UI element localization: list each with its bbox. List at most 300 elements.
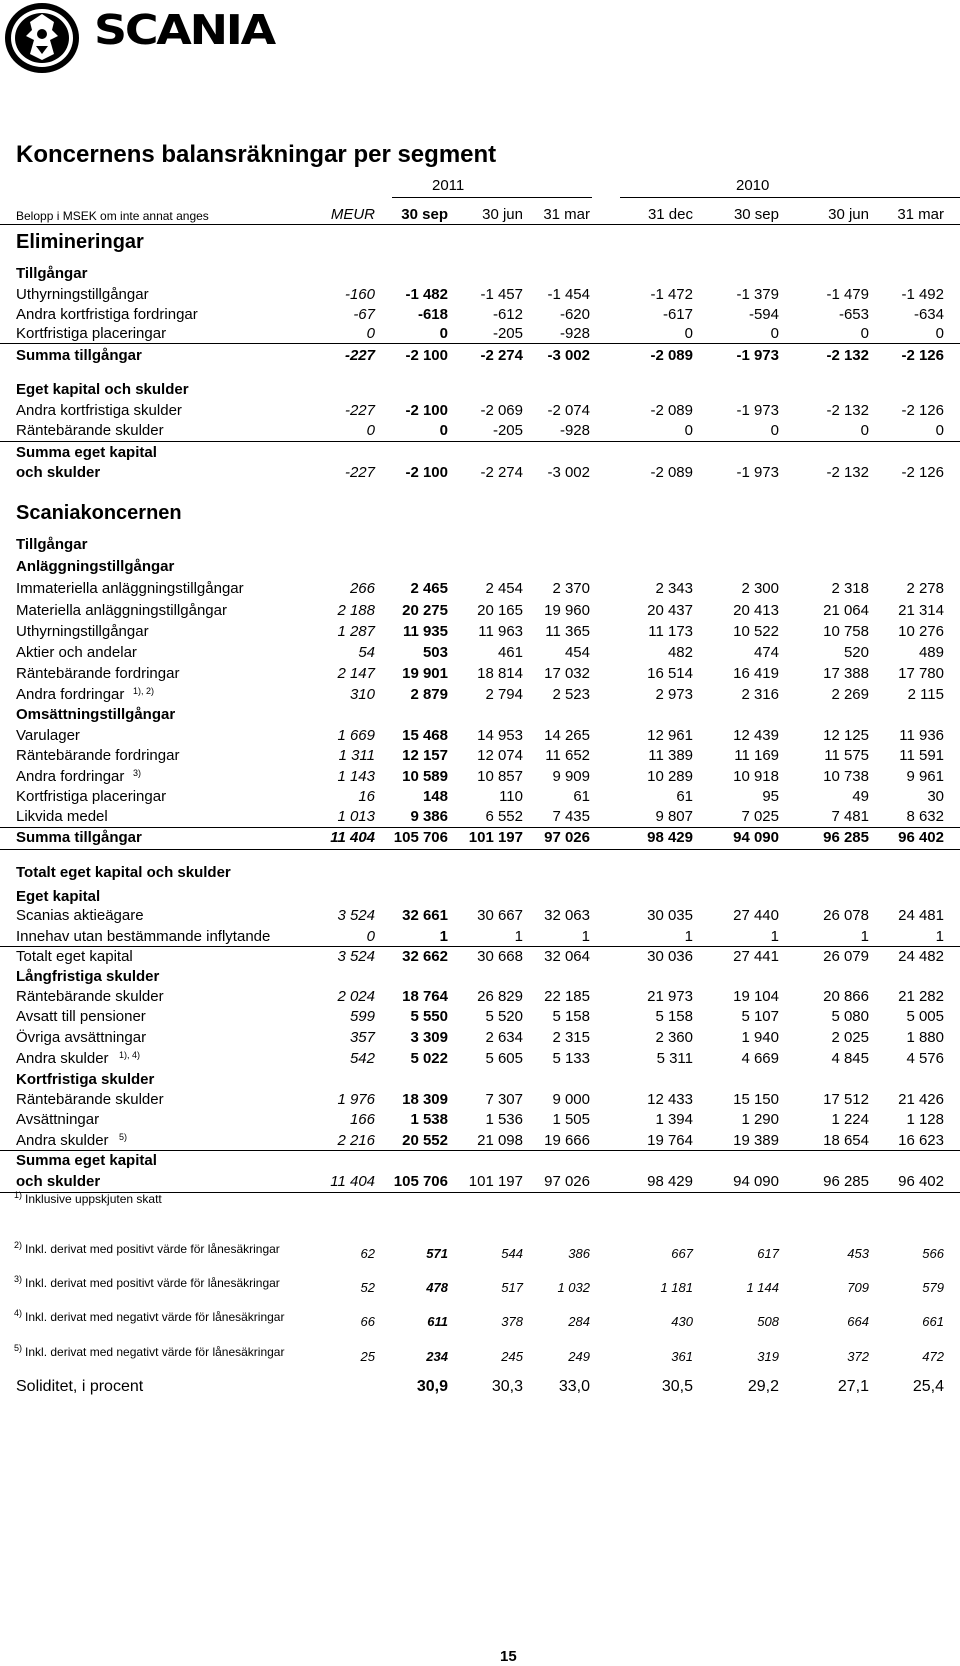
cell: -653: [838, 306, 869, 323]
cell: -594: [748, 306, 779, 323]
logo-wordmark: SCANIA: [94, 6, 274, 54]
cell: -1 457: [480, 286, 523, 303]
cell: 9 000: [552, 1091, 590, 1108]
cell: 1 290: [741, 1111, 779, 1128]
cell: 2 188: [337, 602, 375, 619]
cell: 1 032: [557, 1280, 590, 1295]
solidity-label: Soliditet, i procent: [16, 1378, 144, 1395]
cell: 482: [667, 644, 693, 661]
cell: 62: [360, 1246, 375, 1261]
cell: 52: [360, 1280, 375, 1295]
cell: 30 035: [647, 907, 693, 924]
cell: 21 426: [898, 1091, 944, 1108]
cell: 1 128: [906, 1111, 944, 1128]
year-2010: 2010: [736, 177, 770, 194]
cell: 1 143: [337, 768, 375, 785]
row-label: Uthyrningstillgångar: [16, 286, 149, 303]
cell: 1 538: [410, 1111, 448, 1128]
cell: -1 479: [826, 286, 869, 303]
cell: 1 311: [338, 747, 375, 764]
cell: 10 589: [402, 768, 448, 785]
cell: 2 634: [485, 1029, 523, 1046]
cell: -1 973: [736, 402, 779, 419]
cell: 32 063: [544, 907, 590, 924]
footnote-ref: 1), 2): [133, 686, 155, 696]
col-31mar-2010: 31 mar: [897, 206, 944, 223]
cell: 1 394: [655, 1111, 693, 1128]
cell: -2 089: [650, 347, 693, 364]
cell: 30 668: [477, 948, 523, 965]
cell: 2 370: [552, 580, 590, 597]
cell: -612: [492, 306, 523, 323]
row-label: Uthyrningstillgångar: [16, 623, 149, 640]
cell: 10 918: [733, 768, 779, 785]
cell: 110: [499, 788, 523, 805]
cell: 2 316: [741, 686, 779, 703]
cell: -2 100: [405, 402, 448, 419]
cell: 1 536: [485, 1111, 523, 1128]
cell: -2 100: [405, 347, 448, 364]
cell: 20 165: [477, 602, 523, 619]
cell: 11 935: [402, 623, 448, 640]
row-label: Materiella anläggningstillgångar: [16, 602, 227, 619]
page-number: 15: [500, 1648, 517, 1665]
cell: 30,5: [661, 1378, 693, 1395]
cell: 3 524: [337, 948, 375, 965]
cell: 361: [671, 1349, 693, 1364]
cell: 310: [349, 686, 375, 703]
row-label: Räntebärande fordringar: [16, 747, 180, 764]
cell: 18 309: [402, 1091, 448, 1108]
cell: -2 089: [650, 402, 693, 419]
cell: 4 669: [741, 1050, 779, 1067]
cell: 1 976: [337, 1091, 375, 1108]
cell: -617: [662, 306, 693, 323]
row-label: Övriga avsättningar: [16, 1029, 147, 1046]
cell: -620: [559, 306, 590, 323]
cell: 9 807: [655, 808, 693, 825]
footnote-text: Inkl. derivat med positivt värde för lånesäkringar: [25, 1242, 280, 1256]
cell: 5 005: [906, 1008, 944, 1025]
row-rule: [0, 441, 960, 442]
cell: 96 402: [898, 829, 944, 846]
cell: 2 278: [906, 580, 944, 597]
cell: 30,3: [491, 1378, 523, 1395]
row-label: Avsättningar: [16, 1111, 100, 1128]
cell: 15 150: [733, 1091, 779, 1108]
cell: 5 158: [655, 1008, 693, 1025]
footnote-label: [14, 1308, 284, 1324]
row-label: Andra skulder: [16, 1132, 109, 1149]
cell: 386: [568, 1246, 590, 1261]
subheading-langfristiga-skulder: Långfristiga skulder: [16, 968, 160, 985]
cell: 0: [770, 325, 779, 342]
cell: -1 482: [405, 286, 448, 303]
cell: 611: [427, 1314, 448, 1329]
cell: 2 269: [831, 686, 869, 703]
cell: -67: [353, 306, 375, 323]
cell: 19 764: [647, 1132, 693, 1149]
cell: -160: [344, 286, 375, 303]
cell: 664: [847, 1314, 869, 1329]
cell: 25: [360, 1349, 375, 1364]
cell: -618: [417, 306, 448, 323]
cell: 20 275: [402, 602, 448, 619]
cell: 1 669: [337, 727, 375, 744]
row-label: Andra kortfristiga fordringar: [16, 306, 198, 323]
cell: 11 936: [899, 727, 944, 744]
cell: 0: [366, 928, 375, 945]
cell: 20 437: [647, 602, 693, 619]
row-rule: [0, 849, 960, 850]
cell: 12 157: [402, 747, 448, 764]
col-30sep-2010: 30 sep: [733, 206, 779, 223]
cell: 503: [422, 644, 448, 661]
cell: 0: [935, 325, 944, 342]
cell: 5 133: [552, 1050, 590, 1067]
row-label: Innehav utan bestämmande inflytande: [16, 928, 271, 945]
cell: 16 419: [733, 665, 779, 682]
row-label: Totalt eget kapital: [16, 948, 133, 965]
cell: 32 662: [402, 948, 448, 965]
cell: 1 224: [831, 1111, 869, 1128]
cell: 12 439: [733, 727, 779, 744]
row-label: Räntebärande fordringar: [16, 665, 180, 682]
row-label: Summa tillgångar: [16, 347, 142, 364]
cell: 10 289: [647, 768, 693, 785]
cell: 0: [935, 422, 944, 439]
cell: 517: [501, 1280, 523, 1295]
subheading-kortfristiga-skulder: Kortfristiga skulder: [16, 1071, 155, 1088]
subheading-anlaggningstillgangar: Anläggningstillgångar: [16, 558, 175, 575]
footnote-1: [14, 1190, 162, 1206]
cell: 0: [439, 325, 448, 342]
cell: 10 758: [823, 623, 869, 640]
cell: 0: [770, 422, 779, 439]
cell: 2 523: [552, 686, 590, 703]
cell: 19 389: [733, 1132, 779, 1149]
cell: 9 909: [552, 768, 590, 785]
row-label: Kortfristiga placeringar: [16, 325, 167, 342]
row-label: Räntebärande skulder: [16, 422, 164, 439]
cell: 1 880: [906, 1029, 944, 1046]
cell: 96 285: [823, 1173, 869, 1190]
cell: 94 090: [733, 1173, 779, 1190]
cell: 9 386: [410, 808, 448, 825]
cell: 489: [918, 644, 944, 661]
cell: 508: [757, 1314, 779, 1329]
cell: -2 274: [480, 347, 523, 364]
subheading-tillgangar: Tillgångar: [16, 536, 88, 553]
cell: 20 866: [823, 988, 869, 1005]
cell: 21 973: [647, 988, 693, 1005]
year-2010-rule: [620, 197, 960, 198]
sum-label-line2: och skulder: [16, 464, 101, 481]
cell: -1 472: [650, 286, 693, 303]
cell: 26 078: [823, 907, 869, 924]
cell: 61: [676, 788, 693, 805]
cell: -2 089: [650, 464, 693, 481]
cell: 105 706: [393, 1173, 448, 1190]
cell: 22 185: [544, 988, 590, 1005]
subheading-eget-kapital-skulder: Eget kapital och skulder: [16, 381, 189, 398]
cell: 2 315: [552, 1029, 590, 1046]
cell: 0: [684, 325, 693, 342]
cell: -3 002: [547, 464, 590, 481]
cell: 95: [762, 788, 779, 805]
cell: 33,0: [558, 1378, 590, 1395]
cell: 1: [439, 928, 448, 945]
cell: -2 132: [826, 464, 869, 481]
col-meur: MEUR: [330, 206, 375, 223]
cell: 249: [568, 1349, 590, 1364]
row-label: Aktier och andelar: [16, 644, 137, 661]
cell: 101 197: [468, 1173, 523, 1190]
cell: 11 404: [330, 1173, 375, 1190]
cell: -2 132: [826, 347, 869, 364]
cell: 478: [426, 1280, 448, 1295]
cell: 29,2: [747, 1378, 779, 1395]
cell: 16 623: [898, 1132, 944, 1149]
col-30jun-2010: 30 jun: [828, 206, 869, 223]
row-label: Avsatt till pensioner: [16, 1008, 146, 1025]
cell: 11 173: [648, 623, 693, 640]
cell: 24 482: [898, 948, 944, 965]
row-label: Räntebärande skulder: [16, 988, 164, 1005]
cell: 579: [922, 1280, 944, 1295]
cell: 21 064: [823, 602, 869, 619]
cell: 1 181: [660, 1280, 693, 1295]
cell: 66: [360, 1314, 375, 1329]
cell: 11 365: [545, 623, 590, 640]
footnote-label: [14, 1274, 280, 1290]
cell: 1 287: [337, 623, 375, 640]
cell: 0: [860, 422, 869, 439]
cell: 566: [922, 1246, 944, 1261]
cell: 21 314: [898, 602, 944, 619]
cell: 61: [573, 788, 590, 805]
cell: -205: [492, 422, 523, 439]
cell: 17 512: [823, 1091, 869, 1108]
cell: 16 514: [647, 665, 693, 682]
footnote-ref: 5): [119, 1132, 128, 1142]
cell: 30 036: [647, 948, 693, 965]
cell: -1 492: [901, 286, 944, 303]
cell: 266: [349, 580, 375, 597]
footnote-text: Inklusive uppskjuten skatt: [25, 1192, 162, 1206]
cell: 1 144: [746, 1280, 779, 1295]
year-2011: 2011: [432, 177, 465, 194]
cell: 9 961: [906, 768, 944, 785]
footnote-label: [14, 1240, 280, 1256]
cell: -227: [344, 464, 375, 481]
cell: 10 738: [823, 768, 869, 785]
cell: 30,9: [416, 1378, 448, 1395]
cell: 2 465: [410, 580, 448, 597]
cell: 19 901: [402, 665, 448, 682]
footnote-text: Inkl. derivat med negativt värde för lånesäkringar: [25, 1345, 285, 1359]
row-label: Andra kortfristiga skulder: [16, 402, 182, 419]
cell: 12 961: [647, 727, 693, 744]
row-rule: [0, 343, 960, 344]
cell: 101 197: [468, 829, 523, 846]
cell: 667: [671, 1246, 693, 1261]
scania-logo: [2, 0, 292, 78]
cell: 0: [366, 422, 375, 439]
cell: 542: [349, 1050, 375, 1067]
cell: -227: [344, 402, 375, 419]
cell: 2 343: [655, 580, 693, 597]
cell: -2 069: [480, 402, 523, 419]
cell: 12 125: [823, 727, 869, 744]
footnote-text: Inkl. derivat med negativt värde för lånesäkringar: [25, 1310, 285, 1324]
cell: 1: [770, 928, 779, 945]
cell: 0: [366, 325, 375, 342]
column-header: [0, 206, 960, 226]
unit-note: Belopp i MSEK om inte annat anges: [16, 209, 209, 223]
cell: -634: [913, 306, 944, 323]
row-rule: [0, 946, 960, 947]
cell: 19 104: [733, 988, 779, 1005]
col-30sep-2011: 30 sep: [401, 206, 448, 223]
cell: 454: [564, 644, 590, 661]
cell: 11 963: [478, 623, 523, 640]
cell: -2 126: [901, 402, 944, 419]
cell: 1: [684, 928, 693, 945]
cell: -1 454: [547, 286, 590, 303]
header-rule: [0, 224, 960, 225]
cell: 27 440: [733, 907, 779, 924]
cell: 2 973: [655, 686, 693, 703]
subheading-eget-kapital: Eget kapital: [16, 888, 101, 905]
subheading-tillgangar: Tillgångar: [16, 265, 88, 282]
cell: 19 960: [544, 602, 590, 619]
cell: 599: [349, 1008, 375, 1025]
cell: 2 454: [485, 580, 523, 597]
cell: 0: [860, 325, 869, 342]
cell: 372: [847, 1349, 869, 1364]
footnote-mark: 3): [14, 1274, 23, 1284]
cell: 11 652: [545, 747, 590, 764]
cell: 2 216: [337, 1132, 375, 1149]
cell: 0: [684, 422, 693, 439]
cell: 15 468: [402, 727, 448, 744]
row-label: Andra fordringar: [16, 768, 125, 785]
cell: -928: [559, 325, 590, 342]
cell: 544: [501, 1246, 523, 1261]
cell: 11 591: [899, 747, 944, 764]
footnote-mark: 1): [14, 1190, 23, 1200]
row-label: Räntebärande skulder: [16, 1091, 164, 1108]
cell: 234: [426, 1349, 448, 1364]
cell: 20 413: [733, 602, 779, 619]
cell: 1 940: [741, 1029, 779, 1046]
footnote-mark: 5): [14, 1343, 23, 1353]
cell: 11 404: [330, 829, 375, 846]
cell: 27 441: [733, 948, 779, 965]
cell: 11 389: [648, 747, 693, 764]
cell: 54: [358, 644, 375, 661]
cell: 1: [935, 928, 944, 945]
cell: 26 829: [477, 988, 523, 1005]
cell: 5 080: [831, 1008, 869, 1025]
cell: 94 090: [733, 829, 779, 846]
row-rule: [0, 827, 960, 828]
griffin-emblem-icon: [2, 0, 84, 78]
cell: 10 276: [898, 623, 944, 640]
cell: 18 764: [402, 988, 448, 1005]
cell: 21 282: [898, 988, 944, 1005]
cell: 97 026: [544, 1173, 590, 1190]
cell: 709: [847, 1280, 869, 1295]
cell: 357: [349, 1029, 375, 1046]
cell: 1: [860, 928, 869, 945]
cell: 2 300: [741, 580, 779, 597]
sum-label-line2: och skulder: [16, 1173, 101, 1190]
cell: 1: [581, 928, 590, 945]
cell: 319: [757, 1349, 779, 1364]
cell: -1 973: [736, 464, 779, 481]
cell: 17 780: [898, 665, 944, 682]
footnote-ref: 3): [133, 768, 142, 778]
cell: 10 857: [477, 768, 523, 785]
cell: 7 435: [552, 808, 590, 825]
cell: 4 845: [831, 1050, 869, 1067]
cell: 7 307: [485, 1091, 523, 1108]
year-2011-rule: [392, 197, 592, 198]
cell: 148: [422, 788, 448, 805]
cell: 14 265: [544, 727, 590, 744]
cell: -1 379: [736, 286, 779, 303]
cell: 284: [568, 1314, 590, 1329]
cell: 49: [852, 788, 869, 805]
col-31dec-2010: 31 dec: [647, 206, 693, 223]
cell: -2 126: [901, 464, 944, 481]
col-31mar-2011: 31 mar: [543, 206, 590, 223]
cell: 12 433: [647, 1091, 693, 1108]
cell: 2 318: [831, 580, 869, 597]
row-label: Scanias aktieägare: [16, 907, 144, 924]
cell: 8 632: [906, 808, 944, 825]
cell: 98 429: [647, 829, 693, 846]
cell: 2 879: [410, 686, 448, 703]
footnote-label: [14, 1343, 284, 1359]
cell: 97 026: [544, 829, 590, 846]
cell: 25,4: [912, 1378, 944, 1395]
row-label: Varulager: [16, 727, 80, 744]
sum-label-line1: Summa eget kapital: [16, 1152, 157, 1169]
cell: 32 661: [402, 907, 448, 924]
cell: 661: [922, 1314, 944, 1329]
subheading-totalt-eget-kapital-skulder: Totalt eget kapital och skulder: [16, 864, 231, 881]
cell: 0: [439, 422, 448, 439]
cell: 5 158: [552, 1008, 590, 1025]
cell: -2 100: [405, 464, 448, 481]
cell: -2 132: [826, 402, 869, 419]
cell: 5 311: [656, 1050, 693, 1067]
cell: 3 309: [410, 1029, 448, 1046]
section-title-scaniakoncernen: Scaniakoncernen: [16, 502, 182, 524]
cell: 96 285: [823, 829, 869, 846]
cell: 21 098: [477, 1132, 523, 1149]
cell: 5 022: [410, 1050, 448, 1067]
cell: 96 402: [898, 1173, 944, 1190]
cell: -2 274: [480, 464, 523, 481]
cell: 18 654: [823, 1132, 869, 1149]
section-title-elimineringar: Elimineringar: [16, 231, 144, 253]
cell: 1: [514, 928, 523, 945]
cell: 2 024: [337, 988, 375, 1005]
